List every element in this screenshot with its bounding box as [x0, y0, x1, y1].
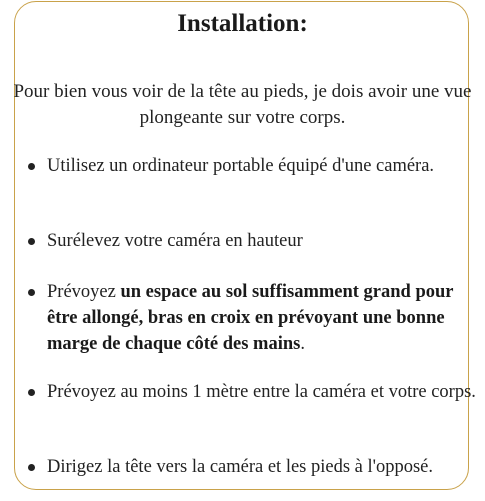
list-item-text-pre: Prévoyez: [47, 282, 121, 302]
bullet-dot-icon: [28, 464, 35, 471]
page-title: Installation:: [177, 10, 308, 37]
bullet-dot-icon: [28, 163, 35, 170]
list-item-text-bold: un espace au sol suffisamment grand pour être allongé, bras en croix en prévoyant une bonne marge de chaque côté des mains: [47, 282, 454, 354]
bullet-dot-icon: [28, 289, 35, 296]
list-item-text: Dirigez la tête vers la caméra et les pieds à l'opposé.: [47, 457, 434, 477]
list-item-text-post: .: [300, 334, 305, 354]
list-item-text: [47, 279, 479, 357]
list-item-text: Prévoyez au moins 1 mètre entre la caméra et votre corps.: [47, 382, 476, 402]
list-item-text: Utilisez un ordinateur portable équipé d'une caméra.: [47, 156, 435, 176]
bullet-dot-icon: [28, 389, 35, 396]
intro-text: Pour bien vous voir de la tête au pieds, je dois avoir une vue plongeante sur votre corps.: [13, 81, 472, 128]
list-item-text: Surélevez votre caméra en hauteur: [47, 231, 303, 251]
bullet-dot-icon: [28, 238, 35, 245]
